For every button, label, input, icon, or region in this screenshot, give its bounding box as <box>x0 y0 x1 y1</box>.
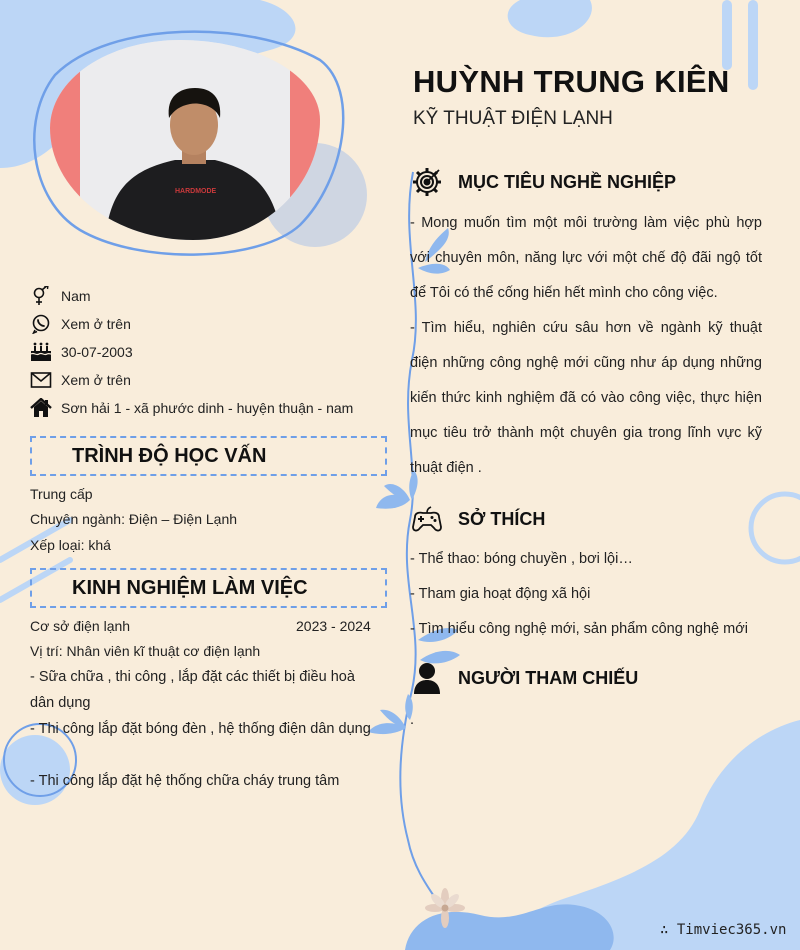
education-heading: TRÌNH ĐỘ HỌC VẤN <box>30 436 387 476</box>
contact-gender <box>30 284 91 308</box>
shirt-print: HARDMODE <box>175 188 217 195</box>
gamepad-icon <box>410 503 444 535</box>
experience-position: Vị trí: Nhân viên kĩ thuật cơ điện lạnh <box>30 643 261 659</box>
hobbies-heading: SỞ THÍCH <box>458 508 546 529</box>
hobby-item: - Tham gia hoạt động xã hội <box>410 586 591 602</box>
experience-duty: - Sữa chữa , thi công , lắp đặt các thiết bị điều hoà dân dụng <box>30 669 355 711</box>
experience-duty: - Thi công lắp đặt hệ thống chữa cháy trung tâm <box>30 773 340 789</box>
education-grade: Xếp loại: khá <box>30 537 111 553</box>
top-right-bar-2 <box>748 0 758 90</box>
address-value: Sơn hải 1 - xã phước dinh - huyện thuận - nam <box>61 400 354 416</box>
whatsapp-icon <box>30 313 52 335</box>
references-content: . <box>410 712 415 728</box>
contact-phone <box>30 312 131 336</box>
objective-heading: MỤC TIÊU NGHỀ NGHIỆP <box>458 171 677 192</box>
objective-paragraph: - Tìm hiểu, nghiên cứu sâu hơn về ngành kỹ thuật điện những công nghệ mới cũng như áp dụng những kiến thức kinh nghiệm đã có vào công việc, thực hiện mục tiêu trở thành một chuyên gia trong lĩnh vực kỹ thuật điện . <box>410 320 762 476</box>
references-heading: NGƯỜI THAM CHIẾU <box>458 667 639 688</box>
experience-company: Cơ sở điện lạnh <box>30 618 131 634</box>
references-section-header <box>410 662 638 694</box>
site-watermark: ∴ Timviec365.vn <box>660 922 787 938</box>
contact-birthday <box>30 340 133 364</box>
email-value: Xem ở trên <box>61 372 131 388</box>
candidate-title: KỸ THUẬT ĐIỆN LẠNH <box>413 108 613 129</box>
candidate-name: HUỲNH TRUNG KIÊN <box>413 64 730 99</box>
birthday-cake-icon <box>30 341 52 363</box>
target-gear-icon <box>410 166 444 198</box>
person-icon <box>410 662 444 694</box>
experience-heading: KINH NGHIỆM LÀM VIỆC <box>30 568 387 608</box>
gender-icon <box>30 285 52 307</box>
top-right-bar-1 <box>722 0 732 70</box>
hobby-item: - Thể thao: bóng chuyền , bơi lội… <box>410 551 633 567</box>
objective-section-header <box>410 166 676 198</box>
experience-duty: - Thi công lắp đặt bóng đèn , hệ thống điện dân dụng <box>30 721 371 737</box>
birthday-value: 30-07-2003 <box>61 344 133 360</box>
objective-paragraph: - Mong muốn tìm một môi trường làm việc phù hợp với chuyên môn, năng lực với một chế độ đãi ngộ tốt để Tôi có thể cống hiến hết mình cho công việc. <box>410 215 762 301</box>
envelope-icon <box>30 369 52 391</box>
experience-period: 2023 - 2024 <box>296 618 371 634</box>
hobbies-section-header <box>410 503 545 535</box>
contact-address <box>30 396 353 420</box>
education-major: Chuyên ngành: Điện – Điện Lạnh <box>30 511 238 527</box>
phone-value: Xem ở trên <box>61 316 131 332</box>
home-icon <box>30 397 52 419</box>
education-level: Trung cấp <box>30 486 93 502</box>
contact-email <box>30 368 131 392</box>
hobby-item: - Tìm hiểu công nghệ mới, sản phẩm công nghệ mới <box>410 621 748 637</box>
top-right-blob <box>508 0 592 37</box>
gender-value: Nam <box>61 288 91 304</box>
right-ring <box>751 494 800 562</box>
